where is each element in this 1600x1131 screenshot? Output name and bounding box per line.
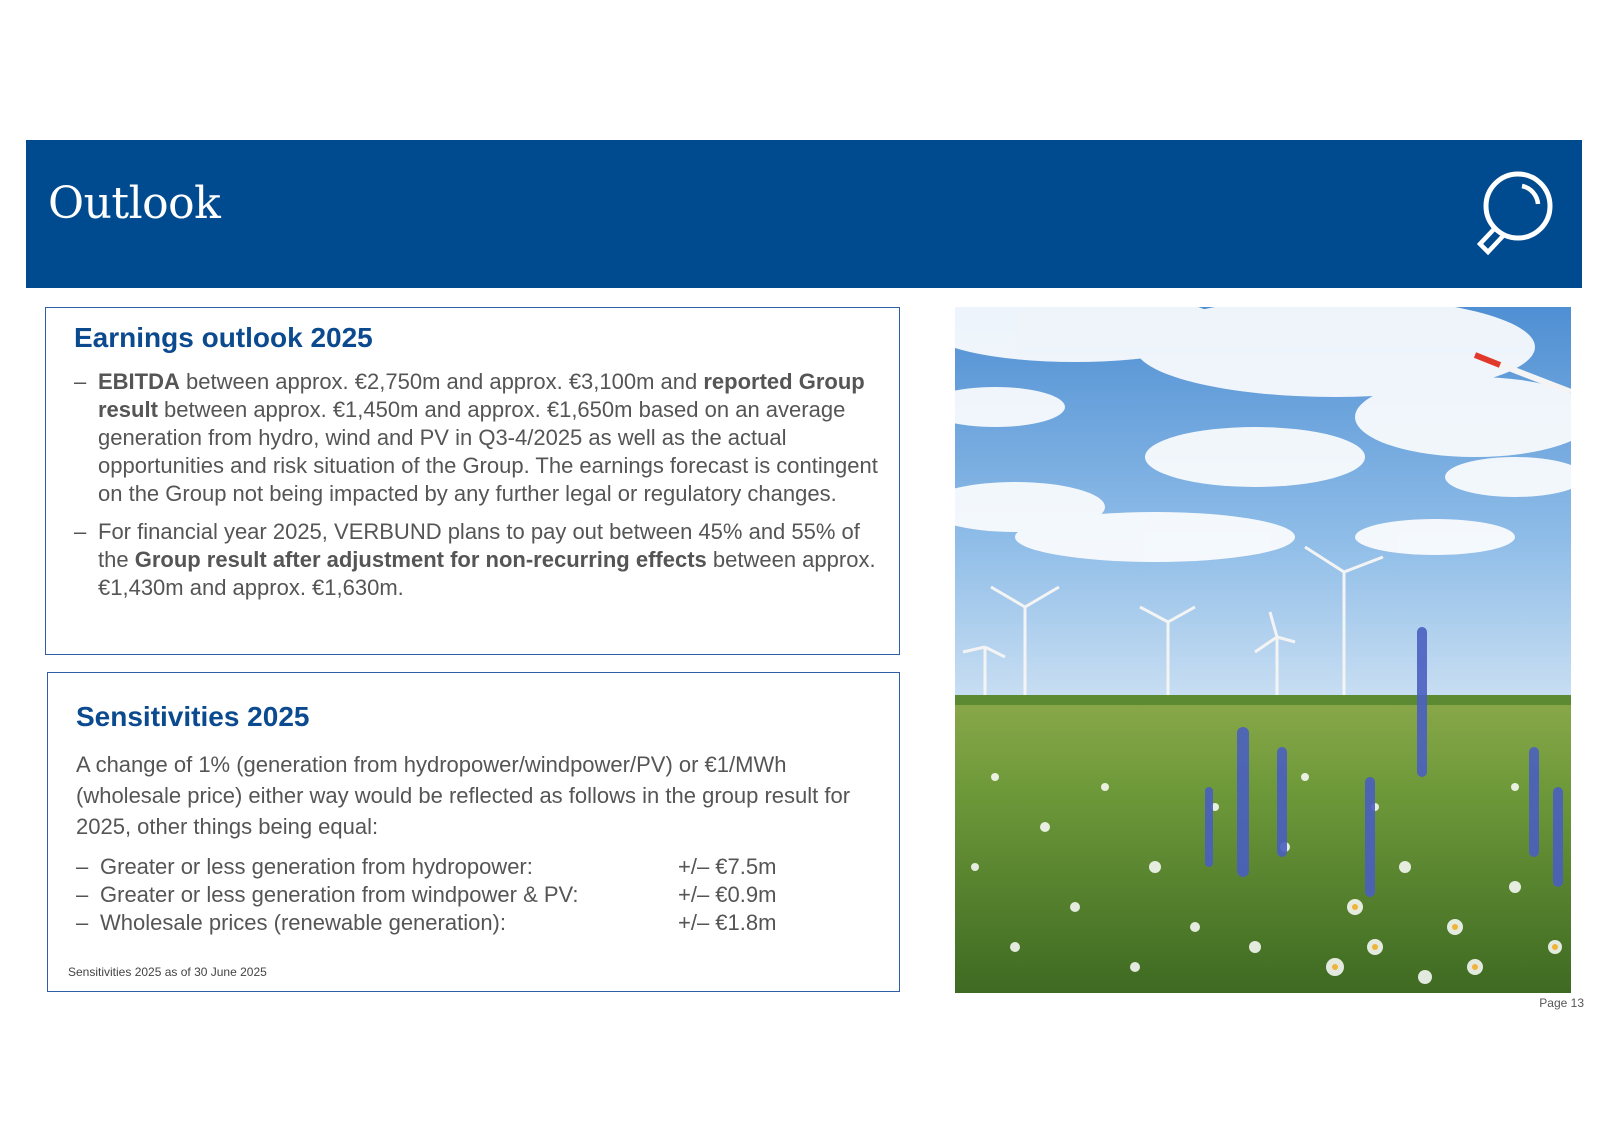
earnings-outlook-box <box>45 307 900 655</box>
sensitivity-label: Greater or less generation from hydropower: <box>100 854 533 879</box>
sensitivity-row-windpower-pv <box>76 881 796 909</box>
sensitivity-value: +/– €1.8m <box>678 910 777 935</box>
earnings-heading: Earnings outlook 2025 <box>74 322 373 353</box>
sensitivity-row-hydropower <box>76 853 796 881</box>
wind-farm-photo <box>955 307 1571 993</box>
page-number: Page 13 <box>1539 996 1584 1010</box>
sensitivity-value: +/– €7.5m <box>678 854 777 879</box>
sensitivity-label: Wholesale prices (renewable generation): <box>100 910 506 935</box>
sensitivity-value: +/– €0.9m <box>678 882 777 907</box>
earnings-bullet-dividend <box>74 518 884 602</box>
bold-text: reported Group result <box>98 369 865 422</box>
page-title: Outlook <box>48 178 221 229</box>
sensitivities-list <box>76 853 796 937</box>
sensitivities-heading: Sensitivities 2025 <box>76 701 310 732</box>
bold-text: EBITDA <box>98 369 180 394</box>
magnifier-icon <box>1460 164 1560 264</box>
bullet-text: For financial year 2025, VERBUND plans to pay out between 45% and 55% of the <box>98 519 860 572</box>
bullet-dash: – <box>76 882 89 907</box>
bullet-text: between approx. €2,750m and approx. €3,100m and <box>179 369 704 394</box>
header-bar <box>26 140 1582 288</box>
sensitivity-label: Greater or less generation from windpower & PV: <box>100 882 579 907</box>
footnote: Sensitivities 2025 as of 30 June 2025 <box>68 965 267 979</box>
sensitivity-row-wholesale-prices <box>76 909 796 937</box>
bullet-dash: – <box>76 854 89 879</box>
bullet-text: between approx. €1,430m and approx. €1,630m. <box>98 547 876 600</box>
sensitivities-intro: A change of 1% (generation from hydropower/windpower/PV) or €1/MWh (wholesale price) either way would be reflected as follows in the group result for 2025, other things being equal: <box>76 752 851 839</box>
earnings-bullet-ebitda <box>74 368 884 508</box>
bullet-dash: – <box>76 910 89 935</box>
bullet-dash: – <box>74 369 87 394</box>
bullet-dash: – <box>74 519 87 544</box>
sensitivities-box <box>47 672 900 992</box>
earnings-bullet-list <box>74 368 884 612</box>
bold-text: Group result after adjustment for non-recurring effects <box>134 547 707 572</box>
bullet-text: between approx. €1,450m and approx. €1,650m based on an average generation from hydro, wind and PV in Q3-4/2025 as well as the actual opportunities and risk situation of the Group. The earnings forecast is contingent on the Group not being impacted by any further legal or regulatory changes. <box>98 397 878 506</box>
